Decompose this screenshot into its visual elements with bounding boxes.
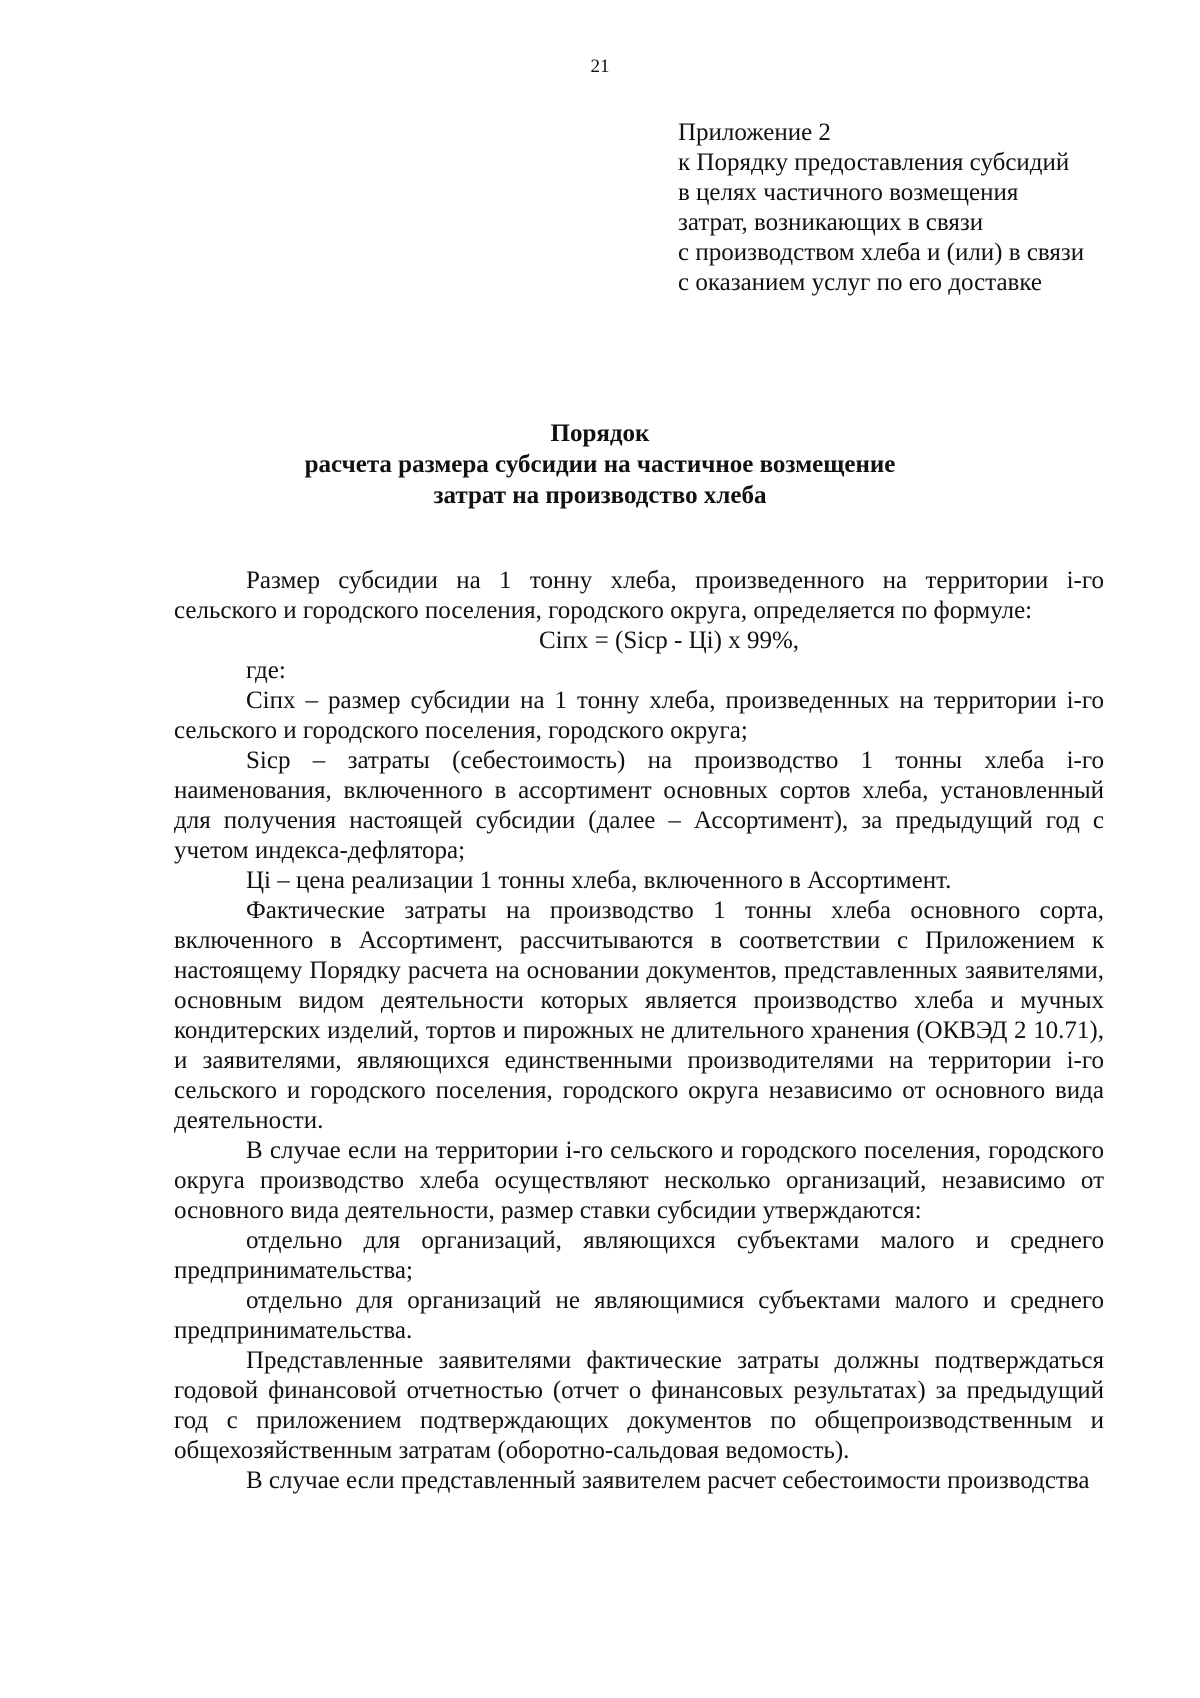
- paragraph-reports: Представленные заявителями фактические затраты должны подтверждаться годовой финансовой отчетностью (отчет о финансовых результатах) за предыдущий год с приложением подтверждающих документов по общепроизводственным и общехозяйственным затратам (оборотно-сальдовая ведомость).: [174, 1347, 1104, 1464]
- document-body: [174, 566, 1104, 1496]
- paragraph-small-business: отдельно для организаций, являющихся субъектами малого и среднего предпринимательства;: [174, 1227, 1104, 1284]
- appendix-line: с оказанием услуг по его доставке: [678, 269, 1042, 296]
- definition-cost: Sicp – затраты (себестоимость) на производство 1 тонны хлеба i-го наименования, включенного в ассортимент основных сортов хлеба, установленный для получения настоящей субсидии (далее – Ассортимент), за предыдущий год с учетом индекса-дефлятора;: [174, 747, 1104, 864]
- paragraph-multiple-organizations: В случае если на территории i-го сельского и городского поселения, городского округа производство хлеба осуществляют несколько организаций, независимо от основного вида деятельности, размер ставки субсидии утверждаются:: [174, 1137, 1104, 1224]
- appendix-line: затрат, возникающих в связи: [678, 209, 984, 236]
- appendix-line: с производством хлеба и (или) в связи: [678, 239, 1085, 266]
- paragraph-actual-costs: Фактические затраты на производство 1 тонны хлеба основного сорта, включенного в Ассортимент, рассчитываются в соответствии с Приложением к настоящему Порядку расчета на основании документов, представленных заявителями, основным видом деятельности которых является производство хлеба и мучных кондитерских изделий, тортов и пирожных не длительного хранения (ОКВЭД 2 10.71), и заявителями, являющихся единственными производителями на территории i-го сельского и городского поселения, городского округа независимо от основного вида деятельности.: [174, 897, 1104, 1134]
- where-label: где:: [246, 657, 286, 684]
- heading-line: расчета размера субсидии на частичное возмещение: [304, 451, 896, 478]
- definition-price: Цi – цена реализации 1 тонны хлеба, включенного в Ассортимент.: [246, 867, 952, 894]
- paragraph-last: В случае если представленный заявителем расчет себестоимости производства: [246, 1467, 1090, 1494]
- heading-line: Порядок: [550, 420, 650, 447]
- heading-line: затрат на производство хлеба: [433, 482, 767, 509]
- page-number: 21: [590, 56, 610, 77]
- appendix-line: Приложение 2: [678, 119, 831, 146]
- intro-paragraph: Размер субсидии на 1 тонну хлеба, произведенного на территории i-го сельского и городского поселения, городского округа, определяется по формуле:: [174, 567, 1104, 624]
- appendix-line: в целях частичного возмещения: [678, 179, 1019, 206]
- definition-subsidy: Сiпх – размер субсидии на 1 тонну хлеба, произведенных на территории i-го сельского и городского поселения, городского округа;: [174, 687, 1104, 744]
- appendix-line: к Порядку предоставления субсидий: [678, 149, 1070, 176]
- paragraph-non-small-business: отдельно для организаций не являющимися субъектами малого и среднего предпринимательства.: [174, 1287, 1104, 1344]
- document-heading: [0, 418, 1200, 511]
- appendix-reference: [678, 118, 1138, 298]
- subsidy-formula: Сiпх = (Sicp - Цi) х 99%,: [538, 627, 800, 654]
